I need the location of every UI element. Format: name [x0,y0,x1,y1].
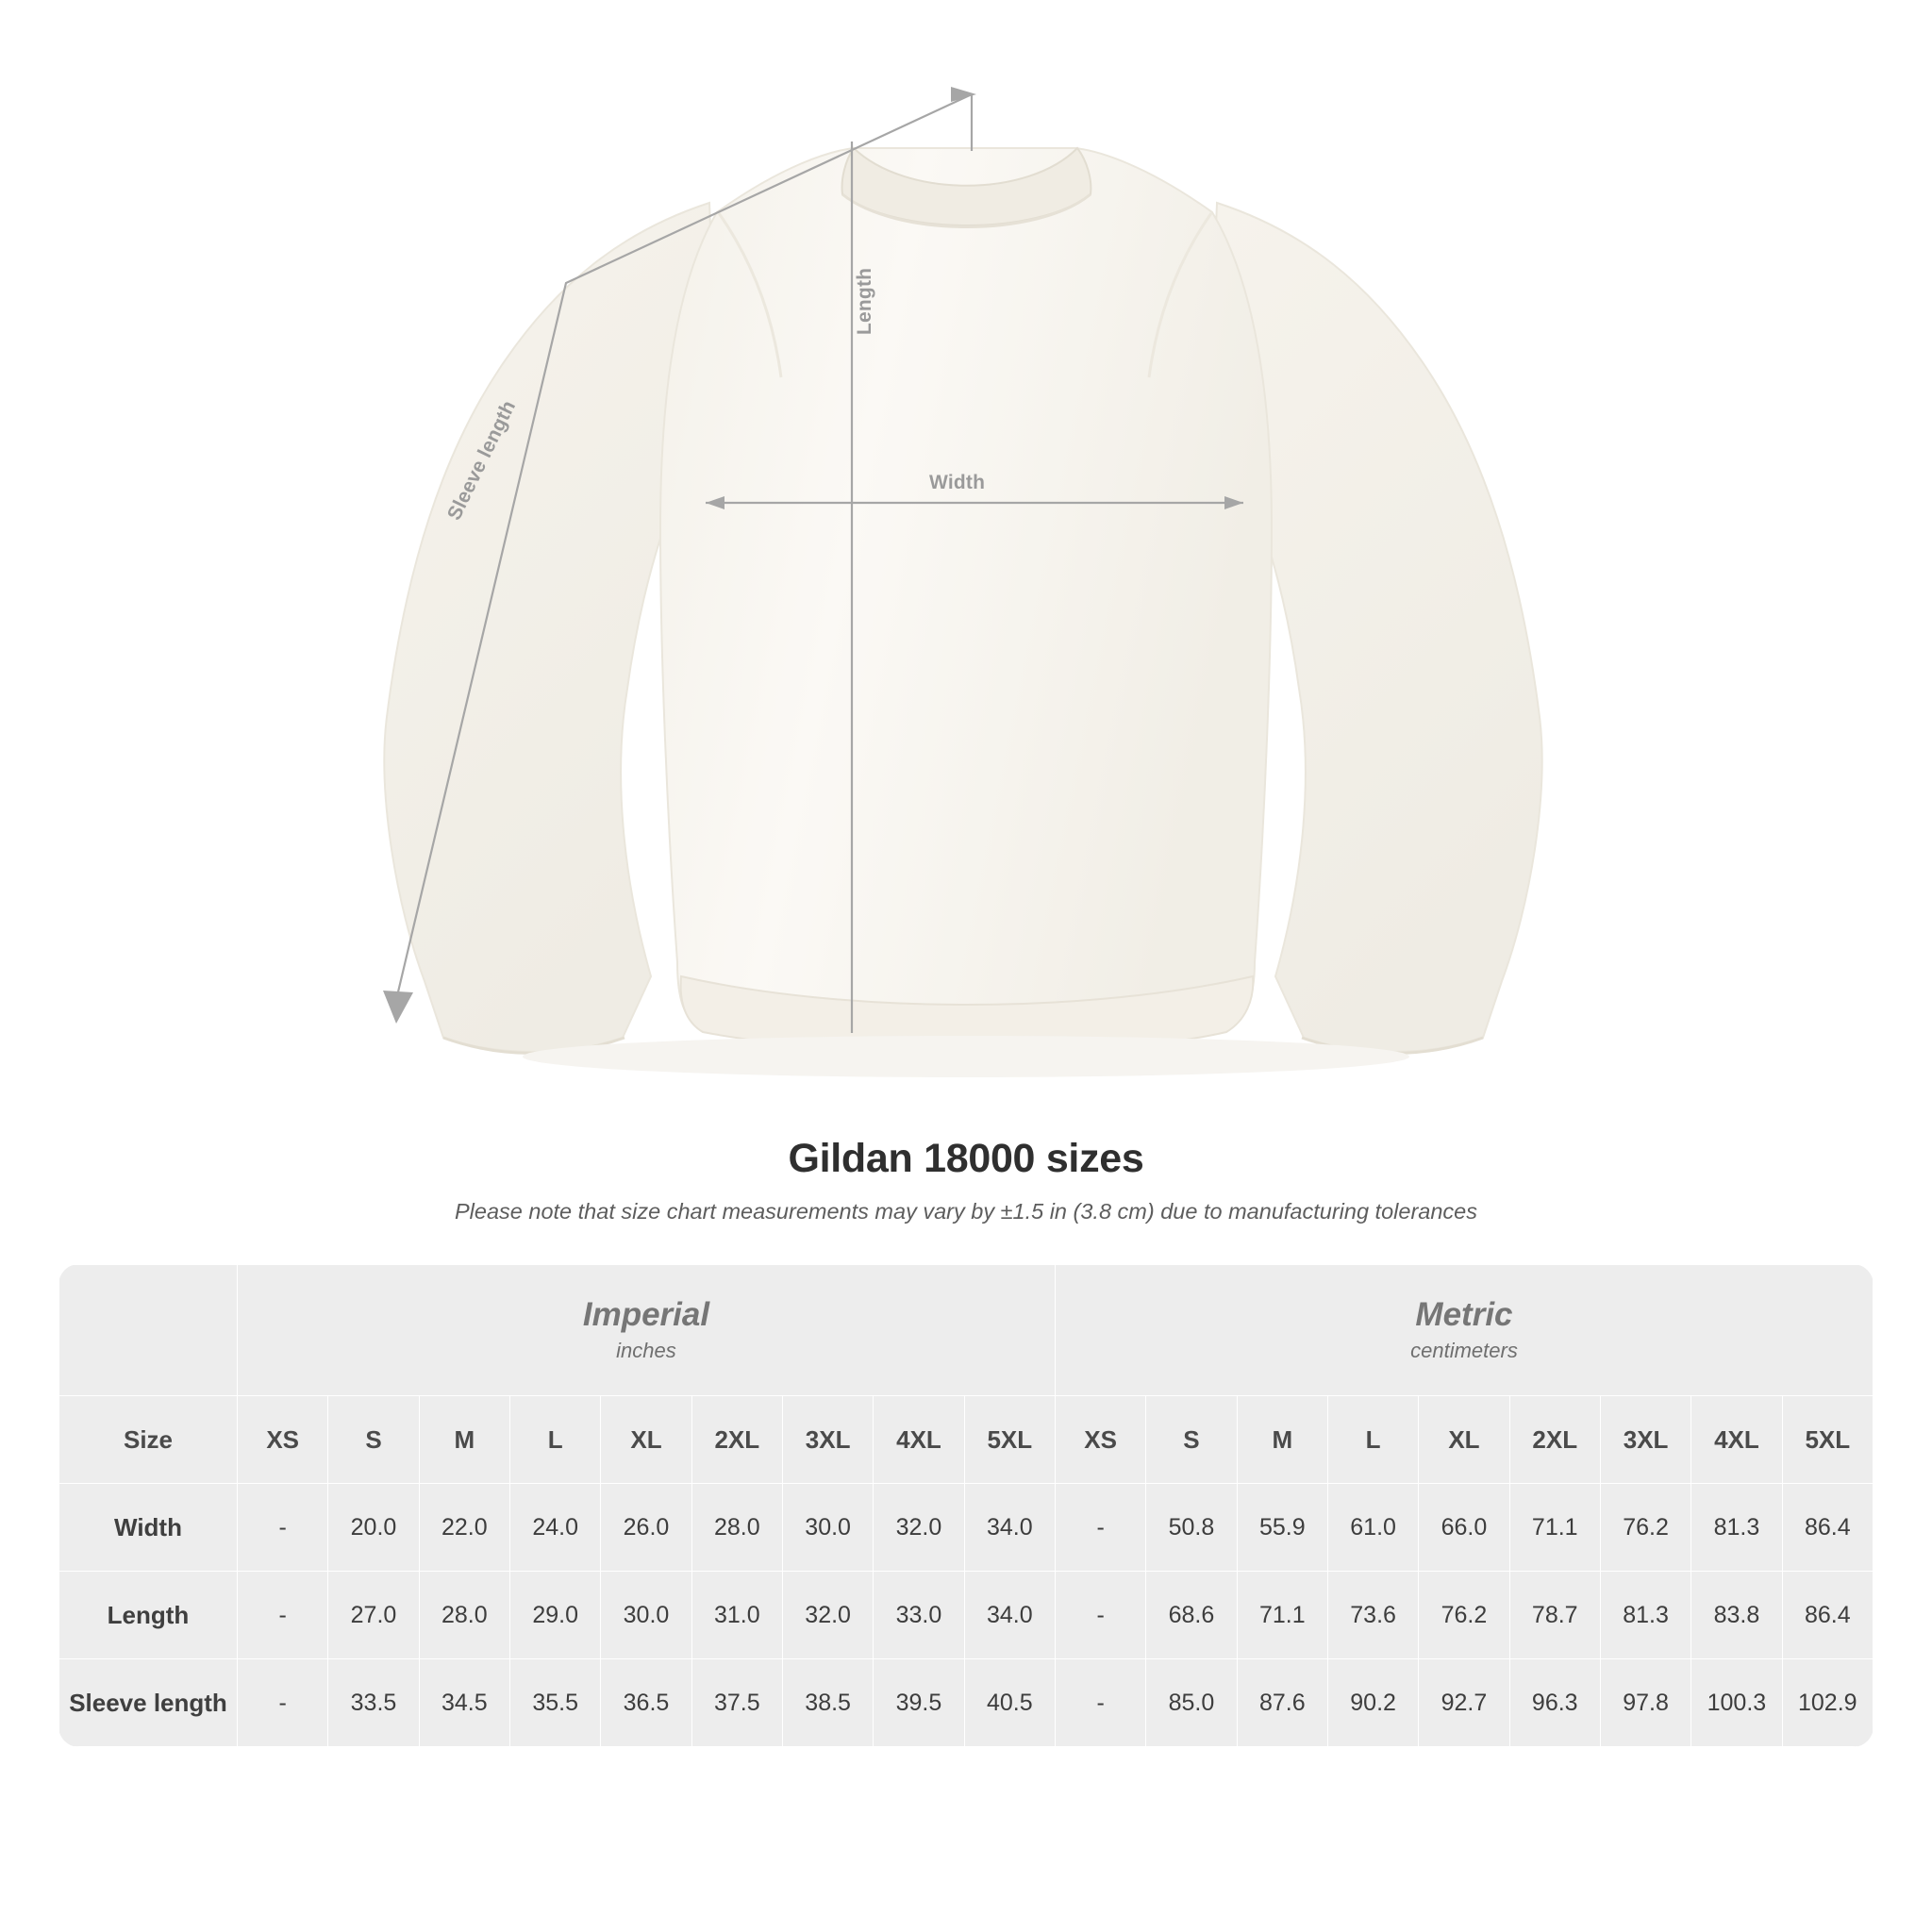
measurement-cell: 30.0 [601,1572,691,1659]
measurement-cell: 24.0 [509,1484,600,1572]
measurement-cell: 20.0 [328,1484,419,1572]
size-header-cell: L [509,1396,600,1484]
length-label: Length [854,267,875,335]
measurement-cell: 36.5 [601,1659,691,1747]
measurement-cell: 78.7 [1509,1572,1600,1659]
table-row [59,1484,1874,1572]
title-block [0,1136,1932,1224]
unit-subtitle: inches [616,1339,676,1363]
measurement-cell: 28.0 [691,1484,782,1572]
size-header-cell: XS [238,1396,328,1484]
measurement-cell: 38.5 [782,1659,873,1747]
size-header-cell: S [328,1396,419,1484]
size-header-cell: 4XL [1691,1396,1782,1484]
unit-name: Imperial [582,1295,710,1333]
measurement-cell: 28.0 [419,1572,509,1659]
row-label: Sleeve length [59,1659,238,1747]
row-label: Length [59,1572,238,1659]
sleeve-length-label: Sleeve length [443,396,521,525]
unit-name: Metric [1415,1295,1513,1333]
measurement-cell: 76.2 [1419,1572,1509,1659]
measurement-cell: - [238,1659,328,1747]
measurement-cell: - [1055,1484,1145,1572]
measurement-cell: 73.6 [1327,1572,1418,1659]
measurement-cell: 30.0 [782,1484,873,1572]
size-header-cell: S [1146,1396,1237,1484]
measurement-cell: 22.0 [419,1484,509,1572]
width-label: Width [929,472,986,493]
row-label: Width [59,1484,238,1572]
page-title: Gildan 18000 sizes [788,1136,1144,1181]
measurement-cell: 40.5 [964,1659,1055,1747]
measurement-cell: 33.5 [328,1659,419,1747]
size-table [58,1264,1874,1747]
measurement-cell: 31.0 [691,1572,782,1659]
measurement-cell: 86.4 [1782,1484,1873,1572]
size-header-cell: 2XL [1509,1396,1600,1484]
measurement-cell: 61.0 [1327,1484,1418,1572]
measurement-cell: 97.8 [1600,1659,1690,1747]
size-header-cell: XS [1055,1396,1145,1484]
tolerance-note: Please note that size chart measurements may vary by ±1.5 in (3.8 cm) due to manufacturing tolerances [455,1199,1477,1224]
measurement-cell: 50.8 [1146,1484,1237,1572]
measurement-cell: 29.0 [509,1572,600,1659]
measurement-cell: 37.5 [691,1659,782,1747]
size-header-cell: 5XL [964,1396,1055,1484]
measurement-cell: 34.5 [419,1659,509,1747]
unit-header-row [59,1265,1874,1396]
measurement-cell: 87.6 [1237,1659,1327,1747]
size-header-label: Size [59,1396,238,1484]
sleeve-arrow-bottom [383,991,413,1024]
unit-group-metric [1055,1265,1873,1396]
table-corner-cell [59,1265,238,1396]
size-header-cell: 4XL [874,1396,964,1484]
table-row [59,1659,1874,1747]
measurement-cell: 81.3 [1600,1572,1690,1659]
measurement-cell: 26.0 [601,1484,691,1572]
size-header-cell: M [1237,1396,1327,1484]
garment-shadow [523,1036,1409,1077]
measurement-cell: - [1055,1659,1145,1747]
size-header-cell: 3XL [782,1396,873,1484]
measurement-cell: 32.0 [782,1572,873,1659]
measurement-cell: 96.3 [1509,1659,1600,1747]
measurement-cell: - [238,1572,328,1659]
measurement-cell: - [1055,1572,1145,1659]
measurement-cell: 33.0 [874,1572,964,1659]
body-panel [660,148,1272,1051]
measurement-cell: 68.6 [1146,1572,1237,1659]
measurement-cell: 85.0 [1146,1659,1237,1747]
size-header-cell: L [1327,1396,1418,1484]
unit-subtitle: centimeters [1410,1339,1518,1363]
measurement-cell: 34.0 [964,1572,1055,1659]
measurement-cell: 66.0 [1419,1484,1509,1572]
measurement-cell: 55.9 [1237,1484,1327,1572]
measurement-cell: 71.1 [1509,1484,1600,1572]
measurement-cell: 86.4 [1782,1572,1873,1659]
measurement-cell: 100.3 [1691,1659,1782,1747]
size-header-cell: XL [1419,1396,1509,1484]
measurement-cell: 76.2 [1600,1484,1690,1572]
measurement-cell: 35.5 [509,1659,600,1747]
unit-group-imperial [238,1265,1056,1396]
size-header-cell: 5XL [1782,1396,1873,1484]
measurement-cell: 39.5 [874,1659,964,1747]
measurement-cell: 83.8 [1691,1572,1782,1659]
measurement-cell: - [238,1484,328,1572]
size-table-wrapper [58,1264,1874,1747]
measurement-cell: 27.0 [328,1572,419,1659]
measurement-cell: 90.2 [1327,1659,1418,1747]
size-header-cell: 2XL [691,1396,782,1484]
size-header-cell: M [419,1396,509,1484]
size-header-row [59,1396,1874,1484]
measurement-cell: 81.3 [1691,1484,1782,1572]
measurement-cell: 102.9 [1782,1659,1873,1747]
measurement-cell: 92.7 [1419,1659,1509,1747]
measurement-cell: 71.1 [1237,1572,1327,1659]
size-header-cell: XL [601,1396,691,1484]
measurement-cell: 34.0 [964,1484,1055,1572]
measurement-cell: 32.0 [874,1484,964,1572]
size-header-cell: 3XL [1600,1396,1690,1484]
table-row [59,1572,1874,1659]
